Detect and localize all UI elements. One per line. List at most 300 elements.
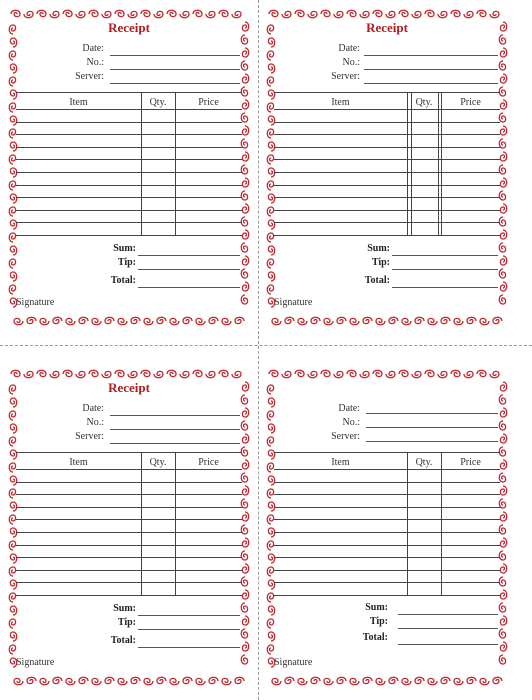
swirl-ornament	[242, 74, 248, 83]
swirl-ornament	[241, 447, 247, 456]
swirl-ornament	[9, 489, 15, 498]
swirl-ornament	[499, 447, 505, 456]
server-field[interactable]	[364, 83, 498, 84]
swirl-ornament	[193, 370, 202, 376]
swirl-ornament	[268, 38, 274, 47]
swirl-ornament	[337, 677, 346, 683]
swirl-ornament	[9, 437, 15, 446]
swirl-ornament	[267, 437, 273, 446]
swirl-ornament	[499, 499, 505, 508]
server-label: Server:	[331, 71, 360, 82]
table-rule	[274, 482, 500, 483]
swirl-ornament	[500, 48, 506, 57]
swirl-ornament	[241, 139, 247, 148]
swirl-ornament	[118, 318, 127, 324]
swirl-ornament	[269, 10, 278, 16]
table-rule	[274, 147, 500, 148]
table-rule	[274, 134, 500, 135]
table-rule	[16, 532, 242, 533]
swirl-ornament	[500, 538, 506, 547]
swirl-ornament	[399, 10, 408, 16]
table-rule	[274, 452, 500, 453]
swirl-ornament	[242, 486, 248, 495]
swirl-ornament	[412, 371, 421, 377]
items-table	[16, 452, 242, 595]
swirl-ornament	[193, 10, 202, 16]
table-rule	[274, 494, 500, 495]
swirl-ornament	[267, 51, 273, 60]
swirl-ornament	[441, 677, 450, 683]
swirl-ornament	[268, 632, 274, 641]
swirl-ornament	[27, 677, 36, 683]
swirl-ornament	[9, 155, 15, 164]
table-rule	[16, 595, 242, 596]
table-rule	[274, 545, 500, 546]
swirl-ornament	[9, 51, 15, 60]
swirl-ornament	[402, 318, 411, 324]
table-rule	[274, 532, 500, 533]
swirl-ornament	[500, 178, 506, 187]
swirl-ornament	[10, 246, 16, 255]
server-label: Server:	[75, 71, 104, 82]
items-table	[274, 92, 500, 235]
sum-field[interactable]	[392, 255, 498, 256]
signature-label: Signature	[16, 657, 55, 668]
swirl-ornament	[241, 269, 247, 278]
column-header-item: Item	[69, 97, 88, 108]
swirl-ornament	[157, 317, 166, 323]
tip-field[interactable]	[392, 269, 498, 270]
sum-label: Sum:	[113, 243, 136, 254]
swirl-ornament	[196, 318, 205, 324]
swirl-ornament	[10, 38, 16, 47]
swirl-ornament	[9, 411, 15, 420]
swirl-ornament	[360, 11, 369, 17]
table-rule	[274, 172, 500, 173]
table-rule	[274, 210, 500, 211]
swirl-ornament	[451, 370, 460, 376]
table-rule	[16, 197, 242, 198]
swirl-ornament	[115, 370, 124, 376]
swirl-ornament	[438, 11, 447, 17]
sum-field[interactable]	[138, 615, 240, 616]
swirl-ornament	[499, 139, 505, 148]
tip-field[interactable]	[138, 629, 240, 630]
swirl-ornament	[464, 371, 473, 377]
swirl-ornament	[480, 318, 489, 324]
swirl-ornament	[500, 256, 506, 265]
swirl-ornament	[241, 113, 247, 122]
swirl-ornament	[89, 10, 98, 16]
swirl-ornament	[242, 642, 248, 651]
swirl-ornament	[53, 677, 62, 683]
swirl-ornament	[241, 525, 247, 534]
swirl-ornament	[242, 538, 248, 547]
number-label: No.:	[86, 417, 104, 428]
date-field[interactable]	[110, 55, 240, 56]
sum-field[interactable]	[138, 255, 240, 256]
column-divider	[141, 452, 142, 595]
swirl-ornament	[311, 317, 320, 323]
swirl-ornament	[500, 512, 506, 521]
table-rule	[274, 185, 500, 186]
column-divider	[141, 92, 142, 235]
receipt-card-3	[4, 365, 254, 690]
server-field[interactable]	[366, 441, 498, 442]
table-rule	[274, 469, 500, 470]
swirl-ornament	[209, 677, 218, 683]
table-rule	[16, 494, 242, 495]
table-rule	[274, 595, 500, 596]
tip-label: Tip:	[117, 257, 136, 268]
receipt-title: Receipt	[108, 20, 150, 35]
column-divider	[441, 92, 442, 235]
swirl-ornament	[267, 77, 273, 86]
table-rule	[274, 519, 500, 520]
tip-label: Tip:	[369, 616, 388, 627]
swirl-ornament	[425, 10, 434, 16]
number-label: No.:	[342, 417, 360, 428]
table-rule	[16, 147, 242, 148]
swirl-ornament	[50, 371, 59, 377]
swirl-ornament	[102, 11, 111, 17]
date-field[interactable]	[364, 55, 498, 56]
swirl-ornament	[499, 395, 505, 404]
swirl-ornament	[477, 370, 486, 376]
swirl-ornament	[241, 35, 247, 44]
swirl-ornament	[499, 165, 505, 174]
swirl-ornament	[241, 295, 247, 304]
swirl-ornament	[128, 371, 137, 377]
swirl-ornament	[298, 318, 307, 324]
swirl-ornament	[267, 593, 273, 602]
swirl-ornament	[241, 421, 247, 430]
swirl-ornament	[242, 100, 248, 109]
swirl-ornament	[242, 512, 248, 521]
swirl-ornament	[500, 204, 506, 213]
swirl-ornament	[500, 126, 506, 135]
swirl-ornament	[267, 515, 273, 524]
swirl-ornament	[118, 678, 127, 684]
swirl-ornament	[105, 317, 114, 323]
date-label: Date:	[82, 43, 104, 54]
swirl-ornament	[40, 318, 49, 324]
swirl-ornament	[267, 385, 273, 394]
swirl-ornament	[321, 10, 330, 16]
swirl-ornament	[324, 678, 333, 684]
swirl-ornament	[242, 230, 248, 239]
swirl-ornament	[10, 632, 16, 641]
swirl-ornament	[241, 61, 247, 70]
table-rule	[16, 122, 242, 123]
swirl-ornament	[167, 10, 176, 16]
swirl-ornament	[373, 10, 382, 16]
swirl-ornament	[154, 371, 163, 377]
swirl-ornament	[242, 460, 248, 469]
swirl-ornament	[241, 243, 247, 252]
total-field[interactable]	[138, 287, 240, 288]
swirl-ornament	[337, 317, 346, 323]
swirl-ornament	[441, 317, 450, 323]
signature-label: Signature	[16, 297, 55, 308]
swirl-ornament	[10, 606, 16, 615]
swirl-ornament	[347, 10, 356, 16]
receipt-card-2	[262, 5, 512, 330]
swirl-ornament	[66, 678, 75, 684]
swirl-ornament	[500, 282, 506, 291]
swirl-ornament	[9, 103, 15, 112]
date-field[interactable]	[366, 413, 498, 414]
table-rule	[16, 109, 242, 110]
swirl-ornament	[24, 371, 33, 377]
table-rule	[16, 159, 242, 160]
swirl-ornament	[92, 678, 101, 684]
swirl-ornament	[324, 318, 333, 324]
swirl-ornament	[499, 525, 505, 534]
column-header-price: Price	[198, 97, 219, 108]
total-label: Total:	[110, 275, 136, 286]
server-field[interactable]	[110, 83, 240, 84]
table-rule	[274, 570, 500, 571]
swirl-ornament	[241, 577, 247, 586]
sum-label: Sum:	[113, 603, 136, 614]
swirl-ornament	[269, 370, 278, 376]
table-rule	[274, 159, 500, 160]
swirl-ornament	[242, 564, 248, 573]
column-divider	[407, 92, 408, 235]
swirl-ornament	[499, 603, 505, 612]
swirl-ornament	[167, 370, 176, 376]
swirl-ornament	[37, 370, 46, 376]
swirl-ornament	[415, 317, 424, 323]
swirl-ornament	[241, 165, 247, 174]
sum-field[interactable]	[398, 614, 498, 615]
total-label: Total:	[364, 275, 390, 286]
swirl-ornament	[37, 10, 46, 16]
swirl-ornament	[89, 370, 98, 376]
swirl-ornament	[9, 259, 15, 268]
column-header-item: Item	[331, 97, 350, 108]
swirl-ornament	[412, 11, 421, 17]
table-rule	[16, 519, 242, 520]
column-header-item: Item	[331, 457, 350, 468]
swirl-ornament	[9, 129, 15, 138]
swirl-ornament	[40, 678, 49, 684]
swirl-ornament	[373, 370, 382, 376]
table-rule	[274, 507, 500, 508]
table-rule	[274, 197, 500, 198]
swirl-ornament	[493, 677, 502, 683]
swirl-ornament	[464, 11, 473, 17]
swirl-ornament	[376, 678, 385, 684]
swirl-ornament	[76, 11, 85, 17]
tip-label: Tip:	[117, 617, 136, 628]
swirl-ornament	[196, 678, 205, 684]
swirl-ornament	[92, 318, 101, 324]
table-rule	[274, 557, 500, 558]
swirl-ornament	[79, 317, 88, 323]
swirl-ornament	[321, 370, 330, 376]
swirl-ornament	[428, 678, 437, 684]
date-field[interactable]	[110, 415, 240, 416]
swirl-ornament	[9, 207, 15, 216]
swirl-ornament	[128, 11, 137, 17]
swirl-ornament	[241, 603, 247, 612]
swirl-ornament	[267, 567, 273, 576]
swirl-ornament	[376, 318, 385, 324]
swirl-ornament	[399, 370, 408, 376]
swirl-ornament	[363, 677, 372, 683]
number-field[interactable]	[366, 427, 498, 428]
column-header-price: Price	[198, 457, 219, 468]
swirl-ornament	[206, 371, 215, 377]
table-rule	[16, 482, 242, 483]
swirl-ornament	[499, 217, 505, 226]
swirl-ornament	[9, 541, 15, 550]
swirl-ornament	[76, 371, 85, 377]
swirl-ornament	[268, 424, 274, 433]
swirl-ornament	[499, 473, 505, 482]
swirl-ornament	[241, 395, 247, 404]
swirl-ornament	[268, 606, 274, 615]
receipt-title: Receipt	[366, 20, 408, 35]
swirl-ornament	[267, 233, 273, 242]
tip-field[interactable]	[138, 269, 240, 270]
swirl-ornament	[241, 473, 247, 482]
table-rule	[274, 122, 500, 123]
receipt-title: Receipt	[108, 380, 150, 395]
swirl-ornament	[79, 677, 88, 683]
swirl-ornament	[334, 11, 343, 17]
swirl-ornament	[268, 272, 274, 281]
swirl-ornament	[219, 10, 228, 16]
number-label: No.:	[342, 57, 360, 68]
table-rule	[16, 570, 242, 571]
swirl-ornament	[9, 515, 15, 524]
swirl-ornament	[272, 678, 281, 684]
swirl-ornament	[242, 256, 248, 265]
swirl-ornament	[267, 541, 273, 550]
signature-label: Signature	[274, 657, 313, 668]
swirl-ornament	[9, 233, 15, 242]
table-rule	[16, 582, 242, 583]
swirl-ornament	[454, 678, 463, 684]
swirl-ornament	[115, 10, 124, 16]
swirl-ornament	[425, 370, 434, 376]
swirl-ornament	[438, 371, 447, 377]
swirl-ornament	[295, 10, 304, 16]
swirl-ornament	[131, 677, 140, 683]
swirl-ornament	[500, 642, 506, 651]
column-divider	[175, 92, 176, 235]
swirl-ornament	[477, 10, 486, 16]
items-table	[16, 92, 242, 235]
total-field[interactable]	[398, 644, 498, 645]
column-header-price: Price	[460, 97, 481, 108]
swirl-ornament	[170, 678, 179, 684]
swirl-ornament	[500, 152, 506, 161]
column-divider	[407, 452, 408, 595]
table-rule	[16, 452, 242, 453]
sum-label: Sum:	[367, 243, 390, 254]
swirl-ornament	[232, 11, 241, 17]
table-rule	[274, 235, 500, 236]
table-rule	[16, 92, 242, 93]
total-field[interactable]	[138, 647, 240, 648]
swirl-ornament	[267, 411, 273, 420]
swirl-ornament	[499, 629, 505, 638]
signature-label: Signature	[274, 297, 313, 308]
swirl-ornament	[308, 11, 317, 17]
horizontal-cut-line	[0, 345, 532, 346]
swirl-ornament	[386, 371, 395, 377]
number-field[interactable]	[110, 69, 240, 70]
date-label: Date:	[338, 403, 360, 414]
swirl-ornament	[268, 398, 274, 407]
swirl-ornament	[242, 408, 248, 417]
swirl-ornament	[499, 295, 505, 304]
column-divider	[411, 92, 412, 235]
swirl-ornament	[144, 318, 153, 324]
swirl-ornament	[209, 317, 218, 323]
swirl-ornament	[454, 318, 463, 324]
vertical-cut-line	[258, 0, 259, 700]
number-field[interactable]	[110, 429, 240, 430]
swirl-ornament	[363, 317, 372, 323]
swirl-ornament	[241, 87, 247, 96]
swirl-ornament	[499, 87, 505, 96]
server-field[interactable]	[110, 443, 240, 444]
swirl-ornament	[242, 204, 248, 213]
swirl-ornament	[480, 678, 489, 684]
table-rule	[16, 222, 242, 223]
total-field[interactable]	[392, 287, 498, 288]
swirl-ornament	[490, 11, 499, 17]
swirl-ornament	[493, 317, 502, 323]
swirl-ornament	[500, 590, 506, 599]
tip-field[interactable]	[398, 628, 498, 629]
swirl-ornament	[285, 317, 294, 323]
swirl-ornament	[267, 103, 273, 112]
swirl-ornament	[282, 371, 291, 377]
swirl-ornament	[451, 10, 460, 16]
swirl-ornament	[267, 645, 273, 654]
swirl-ornament	[235, 317, 244, 323]
swirl-ornament	[499, 191, 505, 200]
swirl-ornament	[50, 11, 59, 17]
swirl-ornament	[490, 371, 499, 377]
swirl-ornament	[242, 152, 248, 161]
column-header-qty: Qty.	[415, 457, 433, 468]
swirl-ornament	[267, 129, 273, 138]
swirl-ornament	[499, 551, 505, 560]
swirl-ornament	[467, 677, 476, 683]
swirl-ornament	[141, 370, 150, 376]
number-field[interactable]	[364, 69, 498, 70]
table-rule	[16, 235, 242, 236]
swirl-ornament	[499, 655, 505, 664]
swirl-ornament	[241, 551, 247, 560]
swirl-ornament	[311, 677, 320, 683]
swirl-ornament	[241, 191, 247, 200]
column-header-item: Item	[69, 457, 88, 468]
swirl-ornament	[242, 590, 248, 599]
table-rule	[274, 92, 500, 93]
swirl-ornament	[500, 100, 506, 109]
number-label: No.:	[86, 57, 104, 68]
swirl-ornament	[268, 64, 274, 73]
swirl-ornament	[499, 577, 505, 586]
